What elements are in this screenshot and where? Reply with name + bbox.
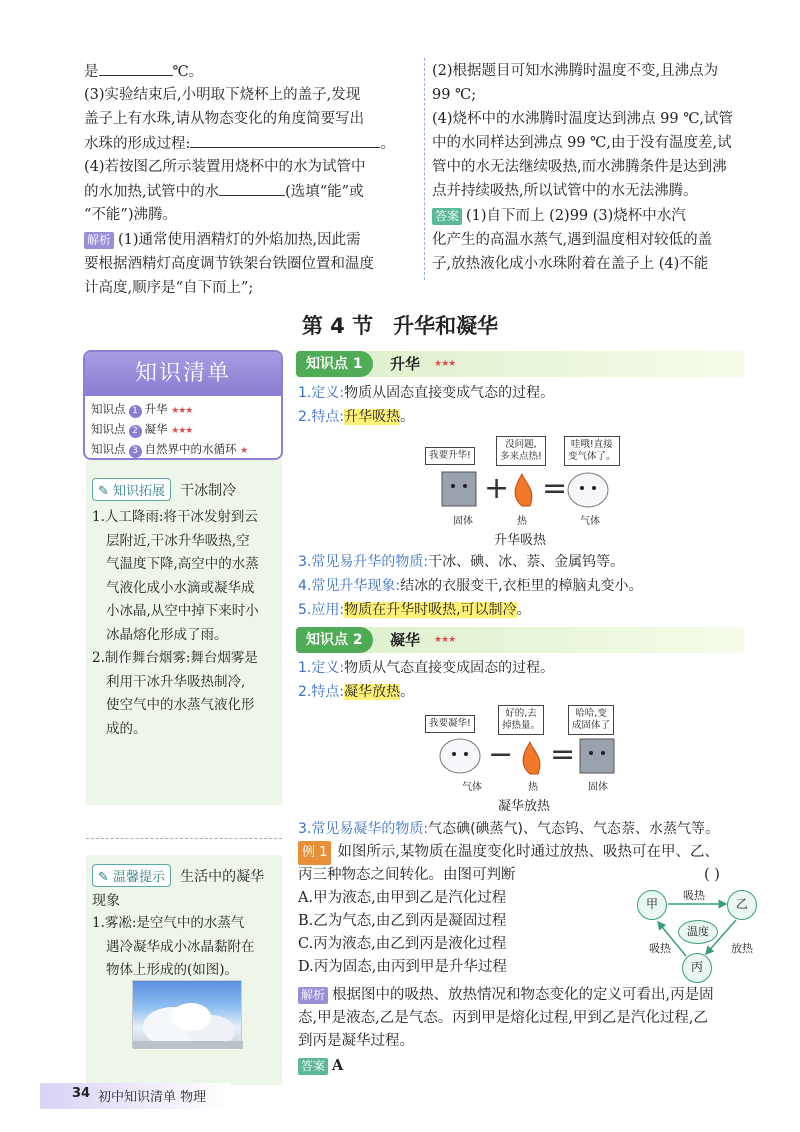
text-line: 使空气中的水蒸气液化形 — [106, 697, 255, 713]
q3-line-1: (3)实验结束后,小明取下烧杯上的盖子,发现 — [84, 87, 361, 103]
text: 水珠的形成过程: — [84, 136, 191, 152]
q4-line-3: “不能”)沸腾。 — [84, 207, 177, 223]
tip-tag: ✎ 温馨提示 — [92, 864, 171, 887]
text: 知识点 — [91, 402, 126, 416]
label-absorb: 吸热 — [683, 889, 705, 902]
caption-heat: 热 — [517, 516, 527, 527]
speech-bubble — [498, 705, 544, 735]
text: 。 — [400, 409, 415, 425]
text: 2.特点: — [298, 684, 345, 700]
node-yi: 乙 — [727, 890, 757, 920]
kp2-common — [298, 817, 719, 841]
jiexi-tag: 解析 — [298, 987, 328, 1004]
extend-header — [92, 478, 236, 501]
text-line: 气温度下降,高空中的水蒸 — [106, 556, 259, 572]
text: ℃。 — [172, 64, 204, 80]
q4-line-2 — [84, 180, 364, 205]
section-title — [0, 310, 800, 340]
jiexi-line-1 — [84, 229, 361, 253]
text: 自然界中的水循环 — [144, 442, 237, 456]
figure-caption: 凝华放热 — [498, 799, 551, 814]
kp1-name: 升华 — [390, 355, 421, 373]
text: 的水加热,试管中的水 — [84, 184, 220, 200]
text: 哈哈,变 — [575, 708, 607, 719]
text: 知识点 — [91, 442, 126, 456]
text-line: 遇冷凝华成小冰晶黏附在 — [106, 938, 255, 955]
text: 3.常见易升华的物质: — [298, 554, 429, 570]
q3-line-2: 盖子上有水珠,请从物态变化的角度简要写出 — [84, 111, 365, 127]
text-line: 2.制作舞台烟雾:舞台烟雾是 — [92, 650, 258, 666]
kp2-bar — [296, 627, 744, 653]
equals-icon: = — [550, 737, 576, 772]
text: 成固体了 — [572, 720, 611, 731]
caption-solid: 固体 — [453, 516, 473, 527]
heat-flame-icon — [523, 742, 540, 774]
example-tag: 例 1 — [298, 841, 331, 865]
text: 升华吸热 — [344, 409, 401, 425]
speech-bubble: 我要凝华! — [425, 715, 475, 733]
speech-bubble — [568, 705, 614, 735]
kp1-application — [298, 598, 531, 622]
star-icon: ★★★ — [171, 426, 193, 436]
option-c: C.丙为液态,由乙到丙是液化过程 — [298, 936, 507, 952]
knowledge-list-card — [83, 350, 283, 460]
label-absorb: 吸热 — [649, 942, 671, 955]
deposition-figure — [430, 734, 630, 780]
text-line: 气液化成小水滴或凝华成 — [106, 579, 255, 596]
text-line: 冰晶熔化形成了雨。 — [106, 626, 228, 643]
text: (1)通常使用酒精灯的外焰加热,因此需 — [118, 232, 361, 248]
text-line: 1.雾凇:是空气中的水蒸气 — [92, 915, 245, 931]
text: 干冰、碘、冰、萘、金属钨等。 — [428, 554, 625, 570]
text: 1.定义: — [298, 385, 345, 401]
plus-icon: + — [484, 471, 510, 506]
text-line: 层附近,干冰升华吸热,空 — [106, 532, 250, 549]
q3-line-3 — [84, 132, 395, 157]
number-badge: 2 — [129, 425, 142, 438]
right-line-5: 管中的水无法继续吸热,而水沸腾条件是达到沸 — [432, 159, 727, 175]
text: 3.常见易凝华的物质: — [298, 821, 429, 837]
kp1-definition — [298, 381, 554, 405]
answer-blank — [99, 60, 173, 76]
gas-cloud-icon — [440, 739, 480, 773]
text: 多来点热! — [500, 451, 542, 462]
page-number: 34 — [72, 1086, 91, 1101]
solid-cube-icon — [442, 472, 476, 506]
right-line-1: (2)根据题目可知水沸腾时温度不变,且沸点为 — [432, 63, 719, 79]
text: 掉热量。 — [502, 720, 541, 731]
text: 变气体了。 — [568, 451, 616, 462]
speech-bubble: 我要升华! — [425, 447, 475, 465]
example-jiexi-2: 态,甲是液态,乙是气态。丙到甲是熔化过程,甲到乙是汽化过程,乙 — [298, 1010, 708, 1026]
jiexi-line-2: 要根据酒精灯高度调节铁架台铁圈位置和温度 — [84, 256, 374, 272]
text: (选填“能”或 — [285, 184, 364, 200]
extend-tag: ✎ 知识拓展 — [92, 478, 171, 501]
text-line: 物体上形成的(如图)。 — [106, 962, 239, 978]
star-icon: ★★★ — [171, 406, 193, 416]
text-line: 成的。 — [106, 720, 147, 737]
text: 1.定义: — [298, 660, 345, 676]
caption-gas: 气体 — [462, 782, 482, 793]
blank-line-1 — [84, 60, 203, 85]
speech-bubble — [496, 436, 546, 466]
caption-heat: 热 — [528, 782, 538, 793]
text: 凝华放热 — [344, 684, 401, 700]
example-line-1 — [298, 841, 719, 865]
text: 升华 — [144, 402, 168, 416]
star-icon: ★★★ — [434, 359, 456, 369]
example-line-2: 丙三种物态之间转化。由图可判断 — [298, 867, 516, 883]
answer-tag: 答案 — [298, 1058, 328, 1075]
star-icon: ★★★ — [434, 635, 456, 645]
text: 没问题, — [505, 439, 537, 450]
text: (1)自下而上 (2)99 (3)烧杯中水汽 — [466, 208, 686, 224]
kp2-definition — [298, 656, 554, 680]
option-a: A.甲为液态,由甲到乙是汽化过程 — [298, 890, 507, 906]
caption-solid: 固体 — [588, 782, 608, 793]
column-divider — [424, 58, 425, 280]
kp1-feature — [298, 405, 414, 429]
text: 2.特点: — [298, 409, 345, 425]
jiexi-line-3: 计高度,顺序是“自下而上”; — [84, 280, 254, 296]
knowledge-list-item — [85, 440, 281, 460]
text: 如图所示,某物质在温度变化时通过放热、吸热可在甲、乙、 — [337, 844, 720, 860]
text: 是 — [84, 64, 99, 80]
text: 知识拓展 — [113, 484, 166, 499]
star-icon: ★ — [240, 446, 248, 456]
answer-line-3: 子,放热液化成小水珠附着在盖子上 (4)不能 — [432, 256, 709, 272]
tip-title-2: 现象 — [92, 893, 120, 909]
text-line: 小冰晶,从空中掉下来时小 — [106, 603, 259, 619]
knowledge-list-item — [85, 400, 281, 420]
kp1-common — [298, 550, 624, 574]
kp1-bar — [296, 351, 744, 377]
answer-blank — [190, 132, 380, 148]
equals-icon: = — [542, 471, 568, 506]
answer-blank — [219, 180, 285, 196]
text: 物质从气态直接变成固态的过程。 — [344, 660, 555, 676]
kp1-label: 知识点 1 — [296, 351, 373, 377]
text: 根据图中的吸热、放热情况和物态变化的定义可看出,丙是固 — [332, 987, 714, 1003]
number-badge: 3 — [129, 445, 142, 458]
example-jiexi-3: 到丙是凝华过程。 — [298, 1033, 414, 1049]
kp2-name: 凝华 — [390, 631, 421, 649]
speech-bubble — [564, 436, 620, 466]
answer-paren: ( ) — [704, 867, 720, 883]
label-release: 放热 — [731, 942, 753, 955]
text: 5.应用: — [298, 602, 345, 618]
section-number: 第 4 节 — [301, 314, 374, 338]
example-jiexi-1 — [298, 984, 714, 1008]
q4-line-1: (4)若按图乙所示装置用烧杯中的水为试管中 — [84, 159, 366, 175]
text: 知识点 — [91, 422, 126, 436]
footer-title: 初中知识清单 物理 — [98, 1090, 207, 1105]
text: 。 — [516, 602, 531, 618]
sublimation-figure — [430, 466, 630, 514]
solid-cube-icon — [580, 739, 614, 773]
option-d: D.丙为固态,由丙到甲是升华过程 — [298, 959, 507, 975]
text: 温馨提示 — [113, 870, 166, 885]
right-line-6: 点并持续吸热,所以试管中的水无法沸腾。 — [432, 183, 698, 199]
tip-title: 生活中的凝华 — [180, 869, 265, 885]
minus-icon: − — [488, 737, 514, 772]
text: 哇哦!直接 — [570, 439, 613, 450]
gas-cloud-icon — [568, 473, 608, 507]
answer-line-1 — [432, 205, 686, 229]
text: 好的,去 — [505, 708, 537, 719]
section-name: 升华和凝华 — [393, 314, 499, 338]
divider — [86, 838, 282, 839]
node-temperature: 温度 — [678, 920, 718, 944]
tip-body — [92, 912, 255, 983]
frosted-tree-icon — [133, 981, 243, 1049]
kp2-label: 知识点 2 — [296, 627, 373, 653]
answer-value: A — [332, 1057, 344, 1074]
figure-caption: 升华吸热 — [494, 533, 547, 548]
right-line-4: 中的水同样达到沸点 99 ℃,由于没有温度差,试 — [432, 135, 732, 151]
heat-flame-icon — [515, 474, 532, 506]
jiexi-tag: 解析 — [84, 232, 114, 249]
text: 。 — [400, 684, 415, 700]
answer-tag: 答案 — [432, 208, 462, 225]
caption-gas: 气体 — [580, 516, 600, 527]
text: 结冰的衣服变干,衣柜里的樟脑丸变小。 — [400, 578, 643, 594]
text-line: 1.人工降雨:将干冰发射到云 — [92, 509, 258, 525]
example-answer — [298, 1054, 343, 1079]
knowledge-list-title: 知识清单 — [85, 352, 281, 396]
kp2-feature — [298, 680, 414, 704]
text: 气态碘(碘蒸气)、气态钨、气态萘、水蒸气等。 — [428, 821, 720, 837]
node-bing: 丙 — [682, 953, 712, 983]
node-jia: 甲 — [637, 890, 667, 920]
text-line: 利用干冰升华吸热制冷, — [106, 673, 246, 690]
right-line-2: 99 ℃; — [432, 87, 477, 103]
text: 物质在升华时吸热,可以制冷 — [344, 602, 517, 618]
extend-body — [92, 506, 259, 741]
kp1-phenomena — [298, 574, 643, 598]
answer-line-2: 化产生的高温水蒸气,遇到温度相对较低的盖 — [432, 232, 713, 248]
text: 物质从固态直接变成气态的过程。 — [344, 385, 555, 401]
text: 凝华 — [144, 422, 168, 436]
extend-title: 干冰制冷 — [180, 483, 237, 499]
right-line-3: (4)烧杯中的水沸腾时温度达到沸点 99 ℃,试管 — [432, 111, 734, 127]
knowledge-list-item — [85, 420, 281, 440]
text: 4.常见升华现象: — [298, 578, 401, 594]
option-b: B.乙为气态,由乙到丙是凝固过程 — [298, 913, 507, 929]
rime-photo — [132, 980, 242, 1048]
number-badge: 1 — [129, 405, 142, 418]
text: 。 — [380, 136, 395, 152]
tip-header — [92, 864, 264, 887]
